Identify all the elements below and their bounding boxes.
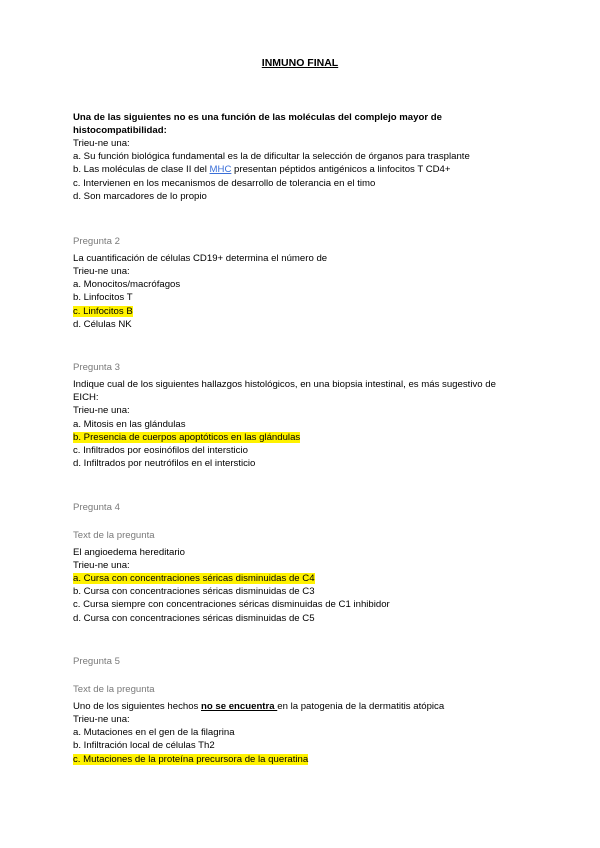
q3-option-b-highlight: b. Presencia de cuerpos apoptóticos en las glándulas bbox=[73, 432, 301, 443]
q3-stem-line1: Indique cual de los siguientes hallazgos histológicos, en una biopsia intestinal, es más sugestivo de bbox=[73, 379, 496, 390]
q5-option-c-highlight: c. Mutaciones de la proteína precursora de la queratina bbox=[73, 754, 309, 765]
q1-option-b-pre: b. Las moléculas de clase II del bbox=[73, 164, 210, 175]
q5-stem-emphasis: no se encuentra bbox=[201, 701, 278, 712]
q4-option-a-highlight: a. Cursa con concentraciones séricas disminuidas de C4 bbox=[73, 573, 315, 584]
q4-option-d: d. Cursa con concentraciones séricas disminuidas de C5 bbox=[73, 613, 315, 624]
q2-option-c-highlight: c. Linfocitos B bbox=[73, 306, 133, 317]
q5-stem-pre: Uno de los siguientes hechos bbox=[73, 701, 201, 712]
mhc-link[interactable]: MHC bbox=[209, 164, 232, 175]
q5-option-a: a. Mutaciones en el gen de la filagrina bbox=[73, 727, 235, 738]
q2-option-b: b. Linfocitos T bbox=[73, 292, 133, 303]
q3-label: Pregunta 3 bbox=[73, 362, 120, 373]
q2-instruction: Trieu-ne una: bbox=[73, 266, 130, 277]
q1-option-b-post: presentan péptidos antigénicos a linfocitos T CD4+ bbox=[231, 164, 451, 175]
q5-label: Pregunta 5 bbox=[73, 656, 120, 667]
q5-instruction: Trieu-ne una: bbox=[73, 714, 130, 725]
q3-option-c: c. Infiltrados por eosinófilos del intersticio bbox=[73, 445, 248, 456]
q1-option-d: d. Son marcadores de lo propio bbox=[73, 191, 207, 202]
q1-stem-line2: histocompatibilidad: bbox=[73, 125, 167, 136]
q5-option-c bbox=[73, 754, 308, 766]
q1-option-a: a. Su función biológica fundamental es la de dificultar la selección de órganos para trasplante bbox=[73, 151, 470, 162]
q2-label: Pregunta 2 bbox=[73, 236, 120, 247]
q4-label: Pregunta 4 bbox=[73, 502, 120, 513]
q5-stem-post: en la patogenia de la dermatitis atópica bbox=[277, 701, 445, 712]
q4-instruction: Trieu-ne una: bbox=[73, 560, 130, 571]
q3-option-d: d. Infiltrados por neutrófilos en el intersticio bbox=[73, 458, 256, 469]
q2-option-d: d. Células NK bbox=[73, 319, 132, 330]
q4-text-label: Text de la pregunta bbox=[73, 530, 155, 541]
q3-option-a: a. Mitosis en las glándulas bbox=[73, 419, 186, 430]
q1-instruction: Trieu-ne una: bbox=[73, 138, 130, 149]
q5-option-b: b. Infiltración local de células Th2 bbox=[73, 740, 215, 751]
q4-option-a bbox=[73, 573, 315, 585]
q2-stem: La cuantificación de células CD19+ determina el número de bbox=[73, 253, 328, 264]
q1-option-c: c. Intervienen en los mecanismos de desarrollo de tolerancia en el timo bbox=[73, 178, 376, 189]
q4-option-c: c. Cursa siempre con concentraciones séricas disminuidas de C1 inhibidor bbox=[73, 599, 390, 610]
q4-stem: El angioedema hereditario bbox=[73, 547, 186, 558]
document-title: INMUNO FINAL bbox=[261, 57, 339, 69]
q2-option-a: a. Monocitos/macrófagos bbox=[73, 279, 181, 290]
q1-option-b bbox=[73, 164, 451, 176]
q3-stem-line2: EICH: bbox=[73, 392, 99, 403]
q3-instruction: Trieu-ne una: bbox=[73, 405, 130, 416]
q5-text-label: Text de la pregunta bbox=[73, 684, 155, 695]
q2-option-c bbox=[73, 306, 133, 318]
q1-stem-line1: Una de las siguientes no es una función de las moléculas del complejo mayor de bbox=[73, 112, 442, 123]
q5-stem bbox=[73, 701, 444, 713]
q3-option-b bbox=[73, 432, 300, 444]
q4-option-b: b. Cursa con concentraciones séricas disminuidas de C3 bbox=[73, 586, 315, 597]
